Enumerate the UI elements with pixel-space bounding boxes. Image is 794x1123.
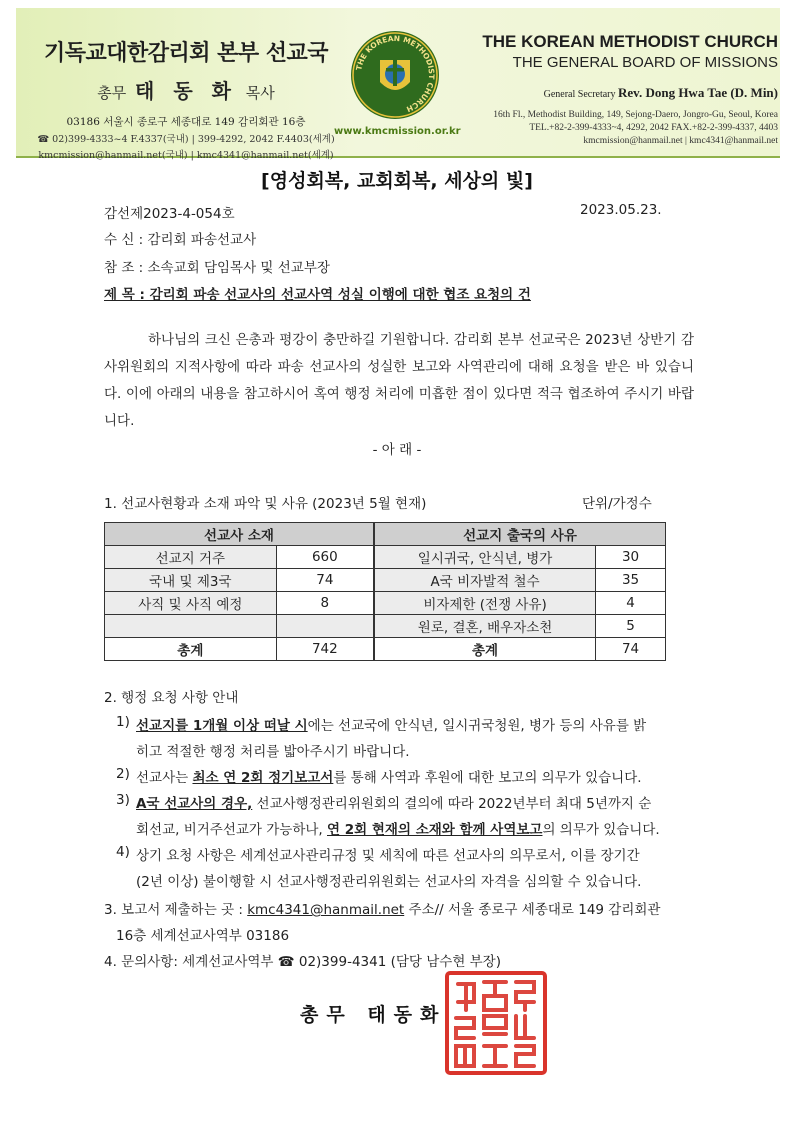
secretary-name: 태 동 화 [135,79,237,103]
item-3-line-2-emphasis: 연 2회 현재의 소재와 함께 사역보고 [327,822,543,838]
letterhead [16,8,780,161]
body-paragraph: 하나님의 크신 은총과 평강이 충만하길 기원합니다. 감리회 본부 선교국은 2023년 상반기 감사위원회의 지적사항에 따라 파송 선교사의 성실한 보고와 사역관리에 대해 요청을 받은 바 있습니다. 이에 아래의 내용을 참고하시어 혹여 행정 처리에 미흡한 점이 있다면 적극 협조하여 주시기 바랍니다. [104,332,694,429]
logo-ring-text: THE KOREAN METHODIST CHURCH [354,33,437,114]
item-3-number: 3) [116,792,130,808]
left-total-value: 742 [276,638,374,661]
table-header-row [105,523,666,546]
item-1-line-2: 히고 적절한 행정 처리를 밟아주시기 바랍니다. [136,744,410,760]
row-left-value: 8 [276,592,374,615]
row-right-value: 30 [596,546,666,569]
row-right-label: 원로, 결혼, 배우자소천 [374,615,596,638]
methodist-logo-icon [350,30,440,120]
document-date: 2023.05.23. [580,202,662,218]
item-2-emphasis: 최소 연 2회 정기보고서 [192,770,334,786]
reference-line: 참 조 : 소속교회 담임목사 및 선교부장 [104,260,330,276]
row-left-value: 660 [276,546,374,569]
row-right-value: 5 [596,615,666,638]
item-2-number: 2) [116,766,130,782]
section-3-line-2: 16층 세계선교사역부 03186 [116,928,290,944]
slogan: [영성회복, 교회회복, 세상의 빛] [261,170,533,192]
official-seal-icon [444,970,548,1076]
table-row [105,569,666,592]
address-en [466,109,778,148]
row-left-label: 국내 및 제3국 [105,569,277,592]
row-left-value: 74 [276,569,374,592]
row-right-value: 4 [596,592,666,615]
secretary-name-en: Rev. Dong Hwa Tae (D. Min) [618,85,778,100]
item-2-rest: 를 통해 사역과 후원에 대한 보고의 의무가 있습니다. [333,770,642,786]
item-3-line-1 [136,792,651,812]
section-4-line: 4. 문의사항: 세계선교사역부 ☎ 02)399-4341 (담당 남수현 부장) [104,954,501,970]
item-1-number: 1) [116,714,130,730]
secretary-line-en [466,85,778,101]
row-left-label: 사직 및 사직 예정 [105,592,277,615]
secretary-title: 총무 [97,84,127,102]
letterhead-left [26,8,346,161]
right-total-label: 총계 [374,638,596,661]
document-number: 감선제2023-4-054호 [104,206,235,222]
secretary-label-en: General Secretary [543,89,616,100]
item-3-rest: 선교사행정관리위원회의 결의에 따라 2022년부터 최대 5년까지 순 [252,796,652,812]
table-header-left: 선교사 소재 [105,523,375,546]
item-2-pre: 선교사는 [136,770,193,786]
item-1-rest: 에는 선교국에 안식년, 일시귀국청원, 병가 등의 사유를 밝 [307,718,647,734]
item-3-line-2-rest: 의 의무가 있습니다. [542,822,660,838]
address-en-line-2: TEL.+82-2-399-4333~4, 4292, 2042 FAX.+82-2-399-4337, 4403 [529,123,778,133]
row-left-value [276,615,374,638]
address-en-line-1: 16th Fl., Methodist Building, 149, Sejong-Daero, Jongro-Gu, Seoul, Korea [493,110,778,120]
table-row [105,546,666,569]
secretary-line-ko [26,75,346,104]
secretary-suffix: 목사 [245,84,275,102]
table-row [105,592,666,615]
table-total-row [105,638,666,661]
item-3-emphasis: A국 선교사의 경우, [136,796,253,812]
section-2-title: 2. 행정 요청 사항 안내 [104,690,239,706]
section-1-unit: 단위/가정수 [582,496,652,512]
row-right-label: 일시귀국, 안식년, 병가 [374,546,596,569]
phone-ko: ☎ 02)399-4333~4 F.4337(국내) | 399-4292, 2042 F.4403(세계) [37,134,335,145]
address-en-line-3: kmcmission@hanmail.net | kmc4341@hanmail.net [583,136,778,146]
row-right-label: 비자제한 (전쟁 사유) [374,592,596,615]
right-total-value: 74 [596,638,666,661]
table-row [105,615,666,638]
section-3-post: 주소// 서울 종로구 세종대로 149 감리회관 [404,902,661,918]
signature: 총무 태동화 [300,1004,447,1026]
address-ko: 03186 서울시 종로구 세종대로 149 감리회관 16층 [66,116,306,128]
section-3-email-link[interactable]: kmc4341@hanmail.net [247,902,405,918]
left-total-label: 총계 [105,638,277,661]
below-heading: - 아 래 - [372,442,422,458]
item-4-line-1: 상기 요청 사항은 세계선교사관리규정 및 세칙에 따른 선교사의 의무로서, 이를 장기간 [136,848,640,864]
website-url: www.kmcmission.or.kr [334,126,461,137]
missionary-status-table [104,522,666,661]
item-1-line-1 [136,714,646,734]
item-4-number: 4) [116,844,130,860]
row-right-value: 35 [596,569,666,592]
recipient-line: 수 신 : 감리회 파송선교사 [104,232,257,248]
row-left-label: 선교지 거주 [105,546,277,569]
letterhead-right [466,8,778,148]
section-3-pre: 3. 보고서 제출하는 곳 : [104,902,248,918]
subject-line: 제 목 : 감리회 파송 선교사의 선교사역 성실 이행에 대한 협조 요청의 건 [104,287,531,303]
org-name-en-1: THE KOREAN METHODIST CHURCH [482,32,778,51]
org-name-en-2: THE GENERAL BOARD OF MISSIONS [512,54,778,71]
item-2-line [136,766,642,786]
section-3-line-1 [104,898,660,918]
table-header-right: 선교지 출국의 사유 [374,523,665,546]
item-3-line-2-pre: 회선교, 비거주선교가 가능하나, [136,822,327,838]
item-4-line-2: (2년 이상) 불이행할 시 선교사행정관리위원회는 선교사의 자격을 심의할 수 있습니다. [136,874,642,890]
item-1-emphasis: 선교지를 1개월 이상 떠날 시 [136,718,308,734]
email-ko: kmcmission@hanmail.net(국내) | kmc4341@hanmail.net(세계) [38,150,334,161]
row-right-label: A국 비자발적 철수 [374,569,596,592]
org-name-ko: 기독교대한감리회 본부 선교국 [43,41,329,66]
row-left-label [105,615,277,638]
section-1-title: 1. 선교사현황과 소재 파악 및 사유 (2023년 5월 현재) [104,496,427,512]
item-3-line-2 [136,818,660,838]
